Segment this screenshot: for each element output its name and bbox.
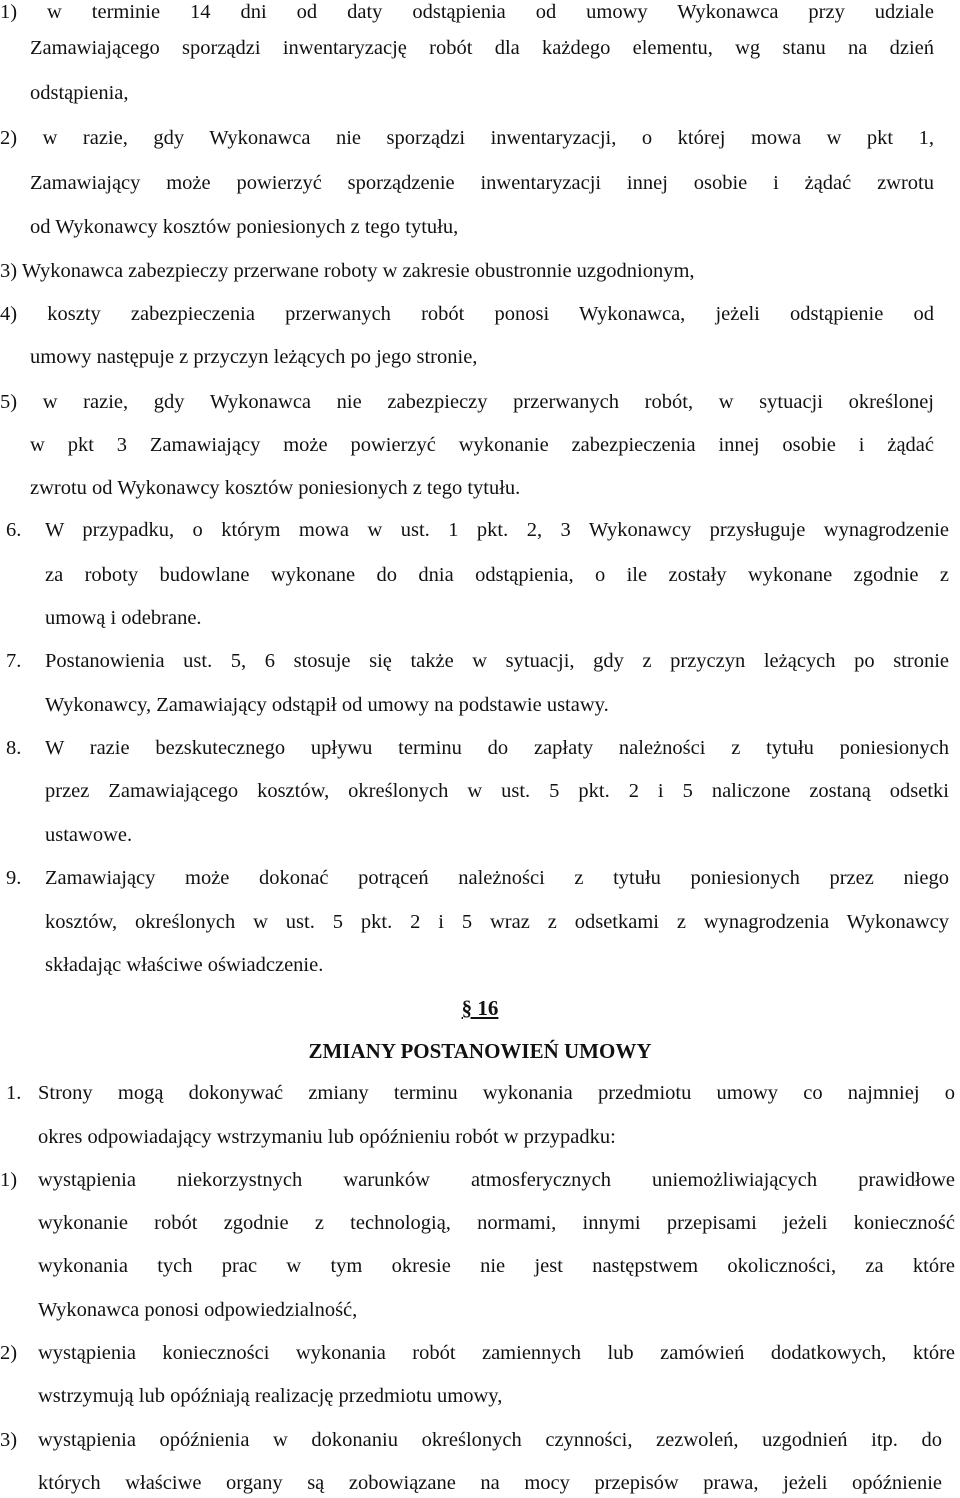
point-8-line-2: przez Zamawiającego kosztów, określonych w ust. 5 pkt. 2 i 5 naliczone zostaną odsetki	[45, 780, 949, 802]
point-6-line-2: za roboty budowlane wykonane do dnia odstąpienia, o ile zostały wykonane zgodnie z	[45, 564, 949, 586]
point-7-line-2: Wykonawcy, Zamawiający odstąpił od umowy na podstawie ustawy.	[45, 694, 609, 716]
point-7-number: 7.	[6, 650, 22, 672]
point-6-line-1: W przypadku, o którym mowa w ust. 1 pkt. 2, 3 Wykonawcy przysługuje wynagrodzenie	[45, 519, 949, 541]
s16-sub-1-line-3: wykonania tych prac w tym okresie nie jest następstwem okoliczności, za które	[38, 1255, 955, 1277]
s16-sub-2-number: 2)	[0, 1342, 18, 1364]
point-7-line-1: Postanowienia ust. 5, 6 stosuje się także w sytuacji, gdy z przyczyn leżących po stronie	[45, 650, 949, 672]
point-9-line-2: kosztów, określonych w ust. 5 pkt. 2 i 5 wraz z odsetkami z wynagrodzenia Wykonawcy	[45, 911, 949, 933]
item-2-line-2: Zamawiający może powierzyć sporządzenie inwentaryzacji innej osobie i żądać zwrotu	[30, 172, 934, 194]
item-2-line-3: od Wykonawcy kosztów poniesionych z tego tytułu,	[30, 216, 459, 238]
item-4-line-1: 4) koszty zabezpieczenia przerwanych robót ponosi Wykonawca, jeżeli odstąpienie od	[0, 303, 934, 325]
item-5-line-3: zwrotu od Wykonawcy kosztów poniesionych z tego tytułu.	[30, 477, 521, 499]
point-8-line-1: W razie bezskutecznego upływu terminu do zapłaty należności z tytułu poniesionych	[45, 737, 949, 759]
section-number	[0, 995, 960, 1021]
point-6-line-3: umową i odebrane.	[45, 607, 202, 629]
section-title: ZMIANY POSTANOWIEŃ UMOWY	[308, 1039, 652, 1063]
item-5-line-1: 5) w razie, gdy Wykonawca nie zabezpieczy przerwanych robót, w sytuacji określonej	[0, 391, 934, 413]
item-1-line-2: Zamawiającego sporządzi inwentaryzację robót dla każdego elementu, wg stanu na dzień	[30, 37, 934, 59]
s16-point-1-line-2: okres odpowiadający wstrzymaniu lub opóźnieniu robót w przypadku:	[38, 1126, 616, 1148]
section-mark: § 16	[461, 996, 499, 1020]
item-1-line-1: 1) w terminie 14 dni od daty odstąpienia od umowy Wykonawca przy udziale	[0, 1, 934, 23]
item-5-line-2: w pkt 3 Zamawiający może powierzyć wykonanie zabezpieczenia innej osobie i żądać	[30, 434, 934, 456]
s16-sub-1-line-2: wykonanie robót zgodnie z technologią, normami, innymi przepisami jeżeli konieczność	[38, 1212, 955, 1234]
item-1-line-3: odstąpienia,	[30, 82, 129, 104]
point-8-line-3: ustawowe.	[45, 824, 133, 846]
s16-sub-3-number: 3)	[0, 1429, 18, 1451]
point-6-number: 6.	[6, 519, 22, 541]
s16-point-1-line-1: Strony mogą dokonywać zmiany terminu wykonania przedmiotu umowy co najmniej o	[38, 1082, 955, 1104]
point-8-number: 8.	[6, 737, 22, 759]
s16-sub-3-line-1: wystąpienia opóźnienia w dokonaniu określonych czynności, zezwoleń, uzgodnień itp. do	[38, 1429, 942, 1451]
item-4-line-2: umowy następuje z przyczyn leżących po jego stronie,	[30, 346, 478, 368]
s16-sub-2-line-1: wystąpienia konieczności wykonania robót zamiennych lub zamówień dodatkowych, które	[38, 1342, 955, 1364]
s16-sub-1-line-4: Wykonawca ponosi odpowiedzialność,	[38, 1299, 358, 1321]
s16-point-1-number: 1.	[6, 1082, 22, 1104]
point-9-line-1: Zamawiający może dokonać potrąceń należności z tytułu poniesionych przez niego	[45, 867, 949, 889]
point-9-line-3: składając właściwe oświadczenie.	[45, 954, 324, 976]
item-3-line-1: 3) Wykonawca zabezpieczy przerwane roboty w zakresie obustronnie uzgodnionym,	[0, 260, 695, 282]
point-9-number: 9.	[6, 867, 22, 889]
s16-sub-3-line-2: których właściwe organy są zobowiązane na mocy przepisów prawa, jeżeli opóźnienie	[38, 1472, 942, 1494]
s16-sub-1-number: 1)	[0, 1169, 18, 1191]
item-2-line-1: 2) w razie, gdy Wykonawca nie sporządzi inwentaryzacji, o której mowa w pkt 1,	[0, 127, 934, 149]
s16-sub-2-line-2: wstrzymują lub opóźniają realizację przedmiotu umowy,	[38, 1385, 503, 1407]
s16-sub-1-line-1: wystąpienia niekorzystnych warunków atmosferycznych uniemożliwiających prawidłowe	[38, 1169, 955, 1191]
